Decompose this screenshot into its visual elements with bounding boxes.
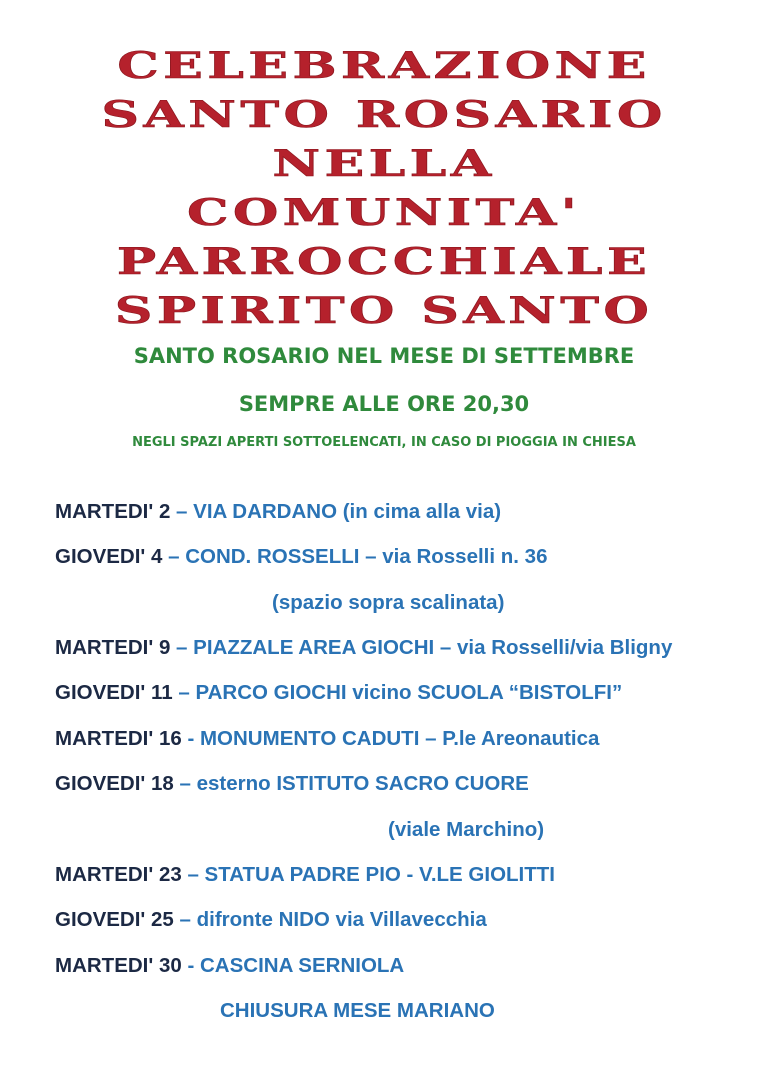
schedule-row-continuation xyxy=(388,818,768,842)
schedule-place: - MONUMENTO CADUTI – P.le Areonautica xyxy=(181,727,600,750)
schedule-row xyxy=(55,500,768,524)
schedule-row xyxy=(55,863,768,887)
title-line-2: SANTO ROSARIO xyxy=(101,94,667,136)
title-line-3: NELLA xyxy=(272,143,496,185)
schedule-place: CHIUSURA MESE MARIANO xyxy=(220,999,495,1022)
schedule-place: - CASCINA SERNIOLA xyxy=(181,954,405,977)
schedule-day: MARTEDI' 9 xyxy=(55,636,171,659)
title-line-5: PARROCCHIALE xyxy=(116,241,652,283)
schedule-day: MARTEDI' 30 xyxy=(55,954,182,977)
schedule-day: GIOVEDI' 11 xyxy=(55,681,173,704)
schedule-place: – PARCO GIOCHI vicino SCUOLA “BISTOLFI” xyxy=(172,681,623,704)
schedule-row xyxy=(55,954,768,978)
schedule-day: MARTEDI' 16 xyxy=(55,727,182,750)
subtitle-location-note: NEGLI SPAZI APERTI SOTTOELENCATI, IN CASO DI PIOGGIA IN CHIESA xyxy=(132,435,636,450)
schedule-place: – PIAZZALE AREA GIOCHI – via Rosselli/via Bligny xyxy=(170,636,673,659)
schedule-day: MARTEDI' 2 xyxy=(55,500,171,523)
schedule-place: (viale Marchino) xyxy=(388,818,545,841)
subtitle-time: SEMPRE ALLE ORE 20,30 xyxy=(238,392,530,416)
schedule-row xyxy=(55,908,768,932)
schedule-row-continuation xyxy=(220,999,768,1023)
subtitle-month: SANTO ROSARIO NEL MESE DI SETTEMBRE xyxy=(133,344,635,368)
schedule-row xyxy=(55,681,768,705)
schedule-row xyxy=(55,772,768,796)
schedule-day: GIOVEDI' 4 xyxy=(55,545,163,568)
title-line-4: COMUNITA' xyxy=(186,192,582,234)
schedule-place: – difronte NIDO via Villavecchia xyxy=(173,908,487,931)
title-line-6: SPIRITO SANTO xyxy=(114,290,654,332)
title-line-1: CELEBRAZIONE xyxy=(117,45,651,87)
schedule-day: GIOVEDI' 18 xyxy=(55,772,174,795)
schedule-row xyxy=(55,545,768,569)
schedule-day: MARTEDI' 23 xyxy=(55,863,182,886)
schedule-place: (spazio sopra scalinata) xyxy=(272,591,505,614)
schedule-place: – COND. ROSSELLI – via Rosselli n. 36 xyxy=(162,545,548,568)
schedule-day: GIOVEDI' 25 xyxy=(55,908,174,931)
title-block xyxy=(0,42,768,336)
schedule-row xyxy=(55,727,768,751)
schedule-row-continuation xyxy=(272,591,768,615)
schedule-row xyxy=(55,636,768,660)
schedule-place: – esterno ISTITUTO SACRO CUORE xyxy=(173,772,529,795)
schedule-place: – VIA DARDANO (in cima alla via) xyxy=(170,500,502,523)
schedule-place: – STATUA PADRE PIO - V.LE GIOLITTI xyxy=(181,863,555,886)
